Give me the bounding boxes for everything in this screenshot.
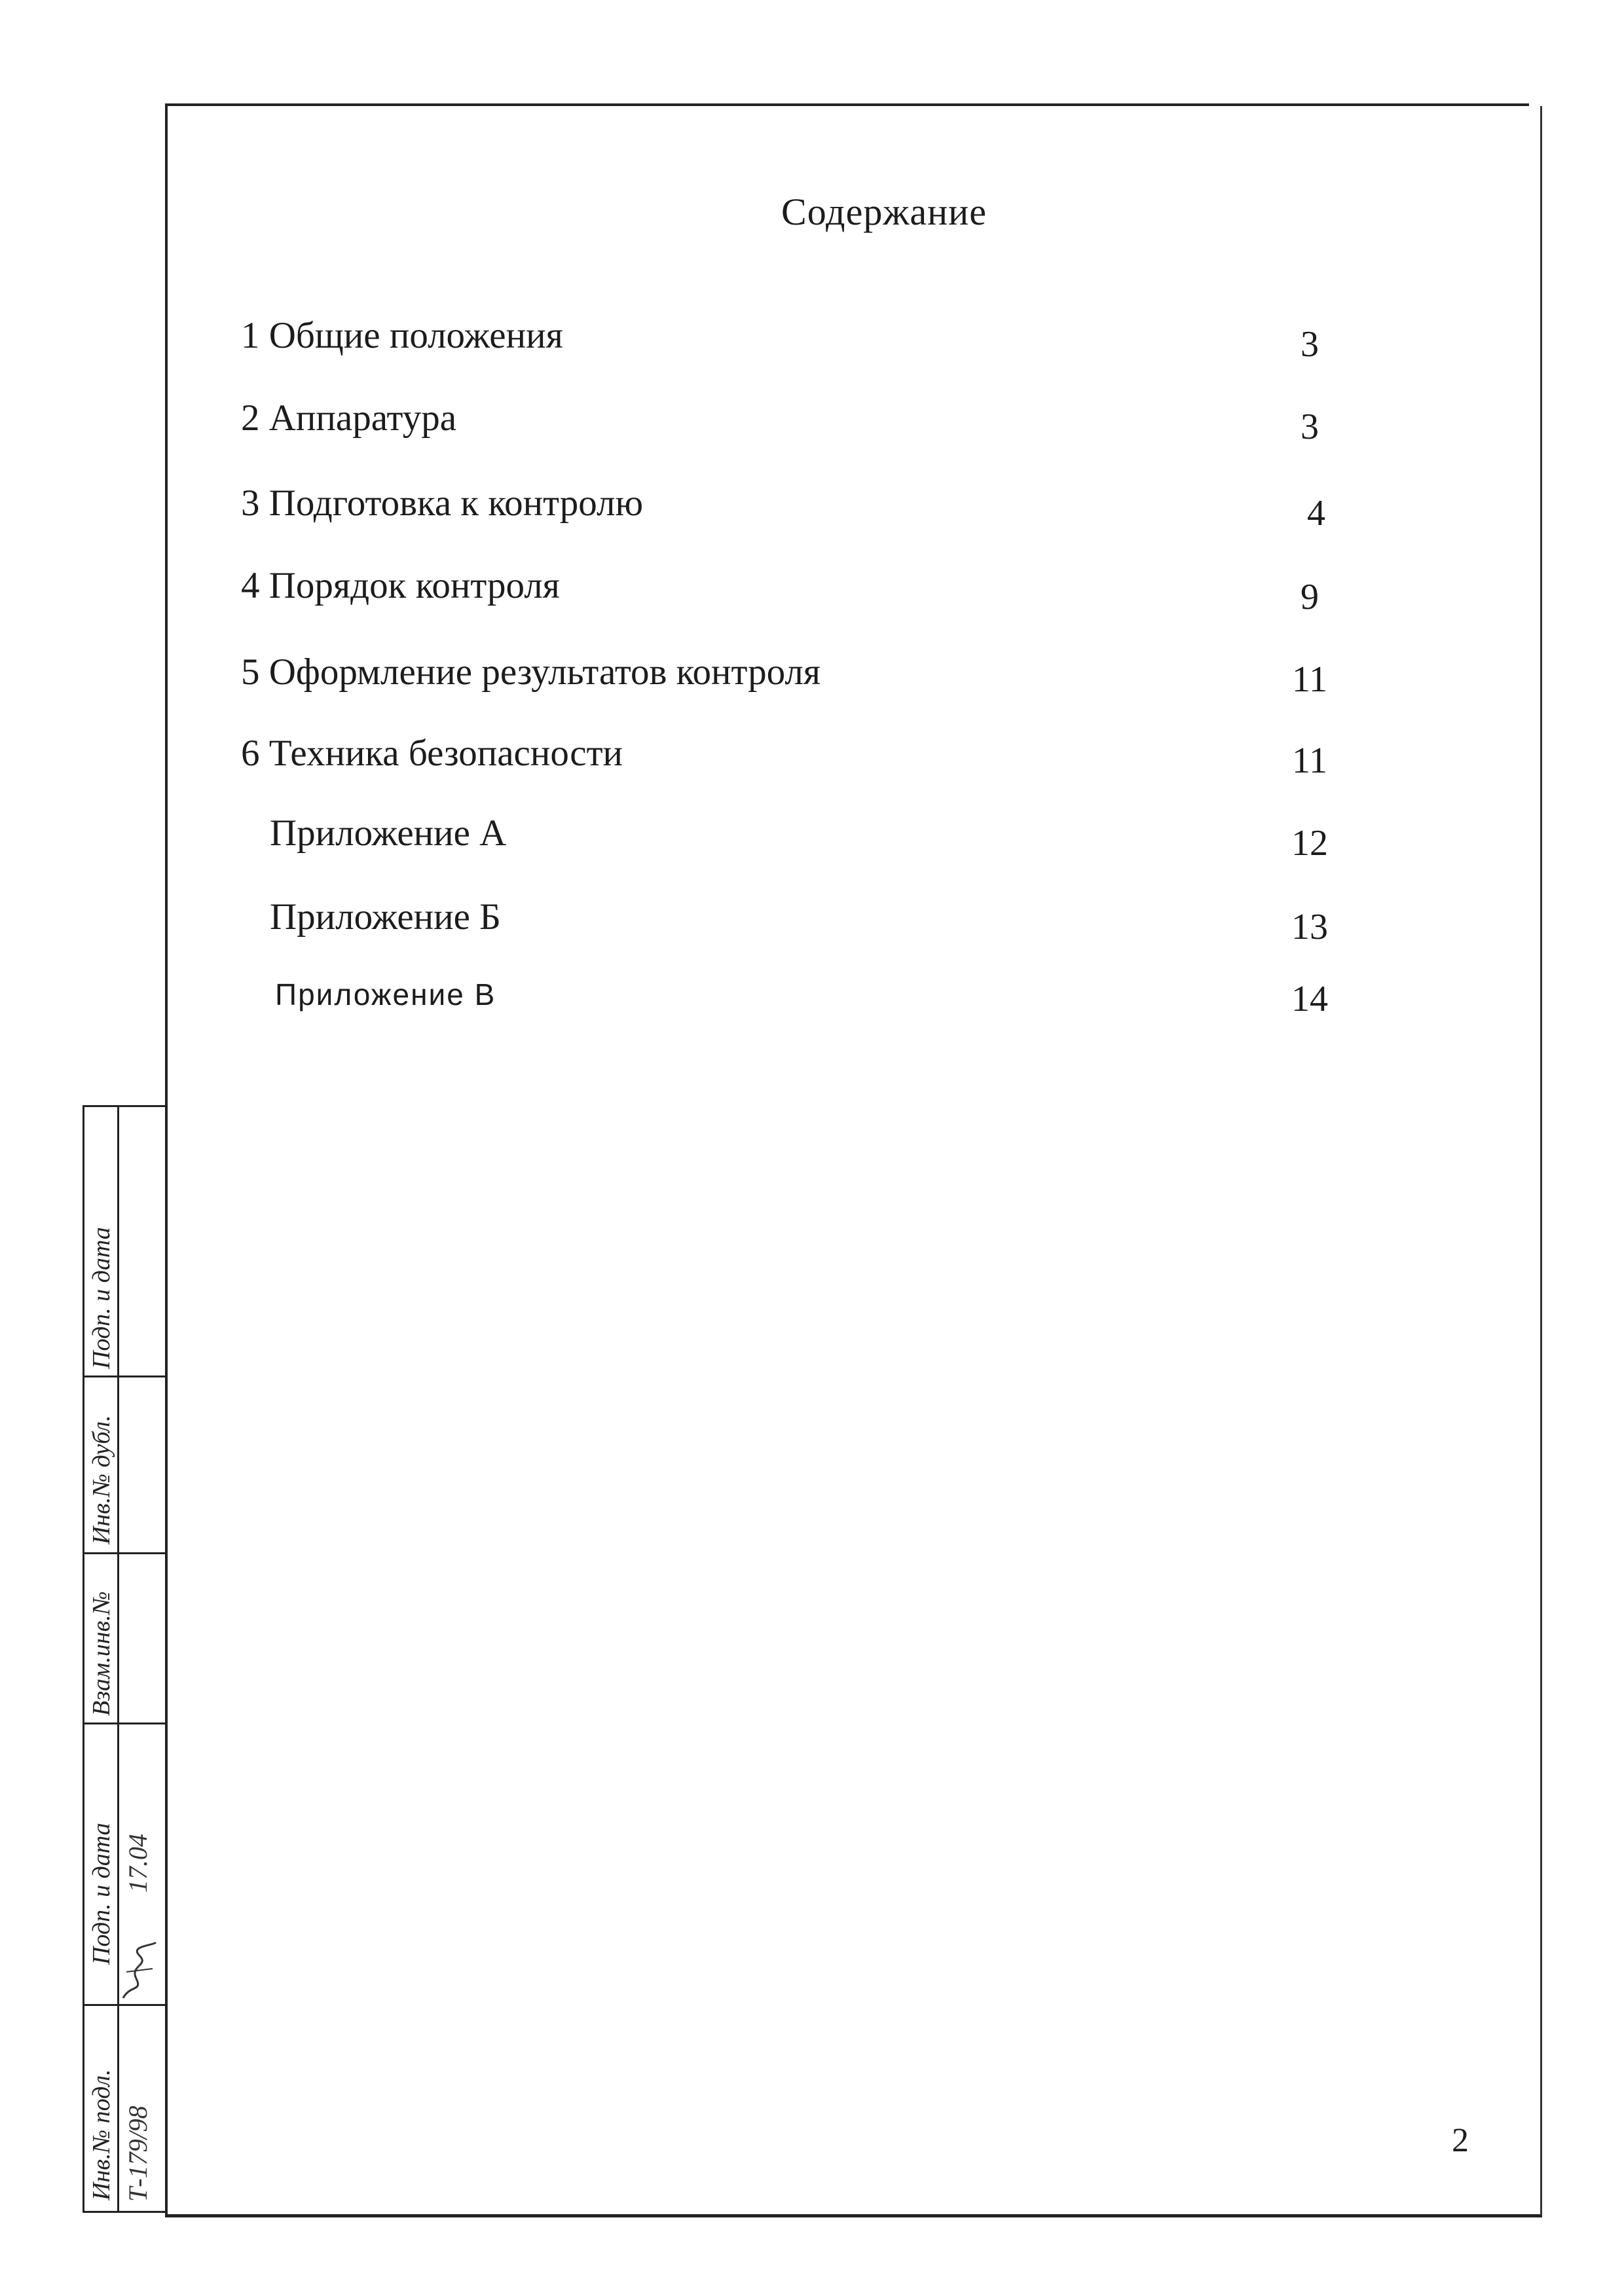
toc-row[interactable] xyxy=(0,314,1624,367)
frame-corner xyxy=(1529,103,1542,106)
toc-page: 9 xyxy=(1301,577,1319,617)
toc-page: 12 xyxy=(1291,823,1328,864)
toc-row[interactable] xyxy=(0,397,1624,449)
stamp-date: 17.04 xyxy=(123,1834,153,1893)
stamp-divider xyxy=(84,1722,167,1724)
page-number: 2 xyxy=(1452,2122,1469,2159)
stamp-divider xyxy=(117,1107,119,2211)
toc-page: 3 xyxy=(1301,407,1319,447)
toc-label: Приложение В xyxy=(275,977,496,1011)
toc-label: 1 Общие положения xyxy=(241,315,563,356)
toc-label: 5 Оформление результатов контроля xyxy=(241,651,821,693)
toc-page: 11 xyxy=(1292,740,1327,781)
toc-row[interactable] xyxy=(0,482,1624,534)
toc-row[interactable] xyxy=(0,564,1624,617)
signature-stamp xyxy=(83,1105,167,2213)
toc-label: 2 Аппаратура xyxy=(241,397,457,439)
stamp-label: Инв.№ дубл. xyxy=(88,1415,115,1544)
toc-row[interactable] xyxy=(0,896,1624,948)
stamp-label: Подп. и дата xyxy=(88,1227,115,1369)
toc-label: 6 Техника безопасности xyxy=(241,733,623,774)
stamp-inventory-number: Т-179/98 xyxy=(123,2105,153,2202)
toc-page: 3 xyxy=(1301,324,1319,365)
stamp-divider xyxy=(84,1552,167,1554)
toc-row[interactable] xyxy=(0,812,1624,864)
toc-page: 11 xyxy=(1292,659,1327,700)
page-title: Содержание xyxy=(781,191,987,233)
handwritten-signature xyxy=(117,1939,162,2005)
toc-row[interactable] xyxy=(0,651,1624,703)
stamp-divider xyxy=(84,1376,167,1377)
toc-label: 4 Порядок контроля xyxy=(241,565,560,606)
toc-page: 14 xyxy=(1291,979,1328,1019)
toc-page: 4 xyxy=(1307,493,1325,534)
toc-page: 13 xyxy=(1291,907,1328,947)
toc-label: Приложение Б xyxy=(270,896,501,938)
toc-row[interactable] xyxy=(0,732,1624,784)
stamp-label: Подп. и дата xyxy=(88,1823,115,1965)
toc-label: 3 Подготовка к контролю xyxy=(241,483,644,524)
stamp-label: Взам.инв.№ xyxy=(88,1591,115,1716)
stamp-label: Инв.№ подл. xyxy=(88,2069,115,2200)
toc-label: Приложение А xyxy=(270,812,507,854)
toc-row[interactable] xyxy=(0,972,1624,1024)
